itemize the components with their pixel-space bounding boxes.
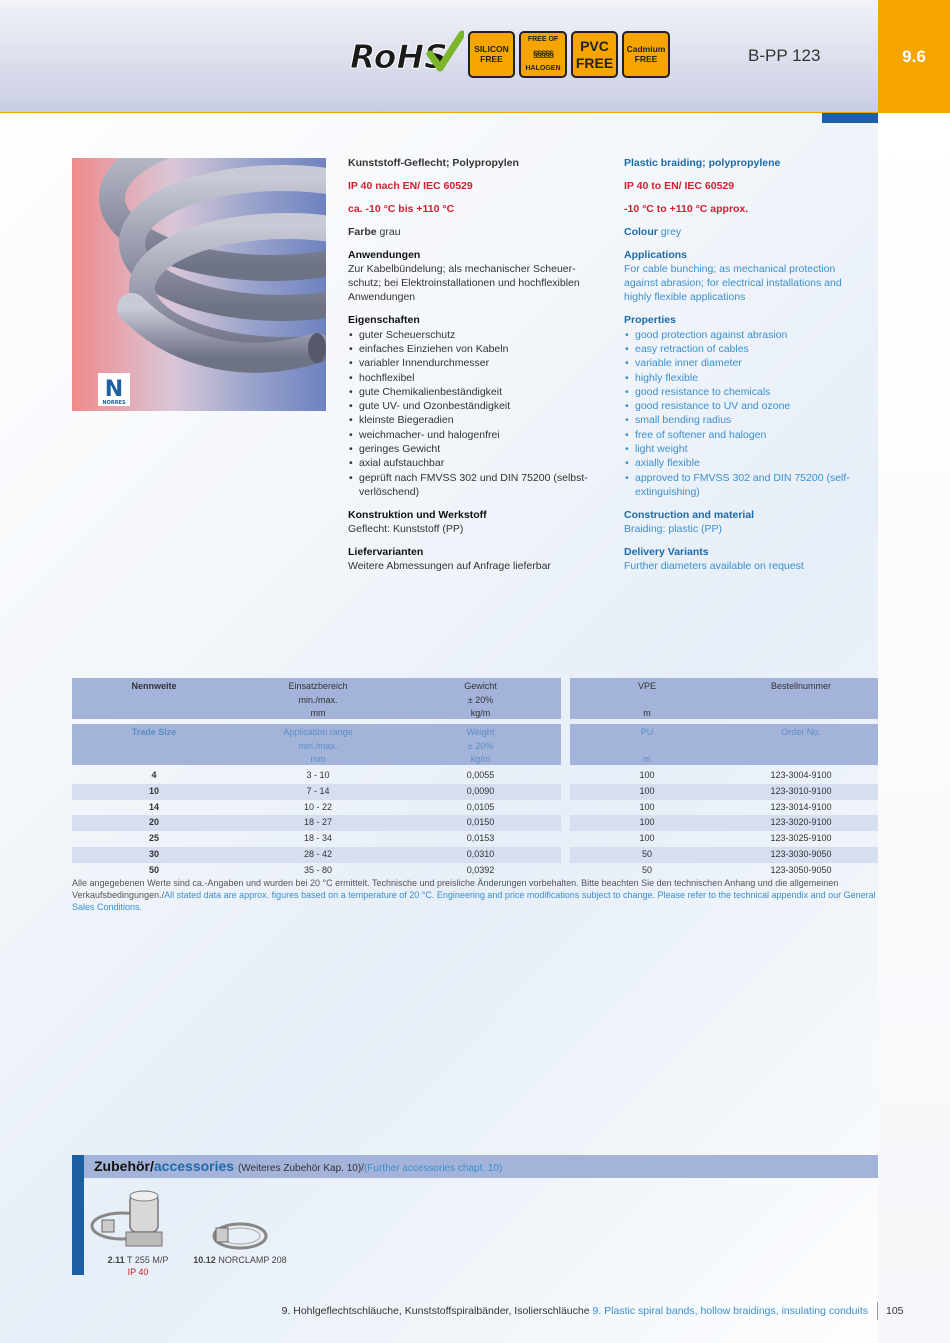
specs-table-right [570,678,878,879]
hose-clamp-icon [210,1214,270,1254]
page-footer: 9. Hohlgeflechtschläuche, Kunststoffspiralbänder, Isolierschläuche 9. Plastic spiral bands, hollow braidings, insulating conduits [281,1305,868,1317]
order-number-cell: 123-3020-9100 [770,817,832,828]
page-number: 105 [886,1305,904,1317]
pu-cell: 100 [639,785,655,796]
range-cell: 18 - 34 [303,833,333,844]
applications-en: Applications For cable bunching; as mechanical protection against abrasion; for electrical installations and highly flexible applications [624,248,842,304]
table-header-de: Nennweite Einsatzbereich min./max. mm Gewicht ± 20% kg/m [72,678,561,719]
specs-table-left [72,678,561,879]
table-row [72,847,561,863]
product-photo [72,158,326,411]
list-item: • einfaches Einziehen von Kabeln [348,342,598,356]
german-description [348,156,598,582]
order-number-cell: 123-3014-9100 [770,801,832,812]
halogen-free-badge: FREE OF §§§§§ HALOGEN [519,31,567,78]
table-row [72,863,561,879]
weight-cell: 0,0153 [466,833,495,844]
properties-de: Eigenschaften • guter Scheuerschutz • einfaches Einziehen von Kabeln • variabler Innendurchmesser • hochflexibel • gute Chemikalienbeständigkeit • gute UV- und Ozonbeständigkeit • kleinste Biegeradien • weichmacher- und halogenfrei • geringes Gewicht • axial aufstauchbar • geprüft nach FMVSS 302 und DIN 75200 (selbst- verlöschend) [348,313,598,499]
list-item: • weichmacher- und halogenfrei [348,428,598,442]
colour-en: Colour grey [624,225,682,238]
chapter-number: 9.6 [878,0,950,113]
pu-cell: 50 [641,848,652,859]
silicon-free-badge: SILICON FREE [468,31,515,78]
colour-de: Farbe grau [348,225,401,238]
title-en: Plastic braiding; polypropylene [624,157,781,169]
accessory-item-1[interactable]: 2.11 T 255 M/P IP 40 [107,1255,169,1277]
list-item: • variable inner diameter [624,356,874,370]
rohs-logo [348,30,464,78]
list-item-continued: extinguishing) [635,485,700,498]
order-number-cell: 123-3004-9100 [770,770,832,780]
table-row [570,863,878,879]
trade-size-cell: 50 [148,864,159,875]
list-item: • geringes Gewicht [348,442,598,456]
accessories-title: Zubehör/accessories (Weiteres Zubehör Kap. 10)/(Further accessories chapt. 10) [94,1158,503,1174]
list-item: • axial aufstauchbar [348,456,598,470]
temperature-en: -10 °C to +110 °C approx. [624,202,749,215]
list-item: • free of softener and halogen [624,428,874,442]
list-item: • variabler Innendurchmesser [348,356,598,370]
range-cell: 3 - 10 [306,770,330,780]
delivery-de: Liefervarianten Weitere Abmessungen auf Anfrage lieferbar [348,545,551,573]
table-row [72,768,561,784]
trade-size-cell: 20 [148,817,159,828]
list-item: • easy retraction of cables [624,342,874,356]
list-item: • good protection against abrasion [624,328,874,342]
list-item: • gute UV- und Ozonbeständigkeit [348,399,598,413]
trade-size-cell: 4 [151,770,157,780]
list-item: • geprüft nach FMVSS 302 und DIN 75200 (selbst- [348,471,598,485]
order-number-cell: 123-3050-9050 [770,864,832,875]
list-item: • highly flexible [624,371,874,385]
list-item-continued: verlöschend) [359,485,420,498]
weight-cell: 0,0090 [466,785,495,796]
svg-text:N: N [104,377,124,402]
hose-fitting-icon [88,1188,188,1254]
table-row [570,815,878,831]
weight-cell: 0,0310 [466,848,495,859]
range-cell: 10 - 22 [303,801,333,812]
delivery-en: Delivery Variants Further diameters available on request [624,545,804,573]
chapter-margin [878,113,950,1343]
properties-en: Properties • good protection against abrasion • easy retraction of cables • variable inner diameter • highly flexible • good resistance to chemicals • good resistance to UV and ozone • small bending radius • free of softener and halogen • light weight • axially flexible • approved to FMVSS 302 and DIN 75200 (self- extinguishing) [624,313,874,499]
trade-size-cell: 30 [148,848,159,859]
construction-de: Konstruktion und Werkstoff Geflecht: Kunststoff (PP) [348,508,487,536]
product-code: B-PP 123 [748,46,821,65]
list-item: • kleinste Biegeradien [348,413,598,427]
footer-divider [877,1302,878,1320]
table-row [570,768,878,784]
list-item: • axially flexible [624,456,874,470]
ip-rating-en: IP 40 to EN/ IEC 60529 [624,179,735,192]
english-description [624,156,874,582]
table-header-en: Trade Size Application range min./max. mm Weight ± 20% kg/m [72,724,561,765]
ip-rating-de: IP 40 nach EN/ IEC 60529 [348,179,473,192]
trade-size-cell: 25 [148,833,159,844]
list-item: • small bending radius [624,413,874,427]
construction-en: Construction and material Braiding: plastic (PP) [624,508,755,536]
pvc-free-badge: PVC FREE [571,31,618,78]
weight-cell: 0,0392 [466,864,495,875]
table-row [72,800,561,816]
range-cell: 7 - 14 [306,785,330,796]
header-accent-tab [822,113,878,123]
cadmium-free-badge: Cadmium FREE [622,31,670,78]
title-de: Kunststoff-Geflecht; Polypropylen [348,157,519,169]
list-item: • hochflexibel [348,371,598,385]
list-item: • approved to FMVSS 302 and DIN 75200 (self- [624,471,874,485]
order-number-cell: 123-3010-9100 [770,785,832,796]
weight-cell: 0,0055 [466,770,495,780]
pu-cell: 100 [639,770,655,780]
order-number-cell: 123-3030-9050 [770,848,832,859]
table-row [72,784,561,800]
table-row [570,847,878,863]
table-header-de: VPE m Bestellnummer [570,678,878,719]
pu-cell: 100 [639,833,655,844]
table-row [72,815,561,831]
weight-cell: 0,0105 [466,801,495,812]
accessory-item-2[interactable]: 10.12 NORCLAMP 208 [193,1255,287,1265]
weight-cell: 0,0150 [466,817,495,828]
table-row [72,831,561,847]
trade-size-cell: 14 [148,801,159,812]
svg-text:NORRES: NORRES [102,400,126,406]
list-item: • good resistance to chemicals [624,385,874,399]
list-item: • guter Scheuerschutz [348,328,598,342]
halogen-wave-icon: §§§§§ [532,49,554,60]
table-row [570,784,878,800]
applications-de: Anwendungen Zur Kabelbündelung; als mechanischer Scheuer- schutz; bei Elektroinstallationen und hochflexiblen Anwendungen [348,248,580,304]
list-item: • gute Chemikalienbeständigkeit [348,385,598,399]
pu-cell: 50 [641,864,652,875]
pu-cell: 100 [639,801,655,812]
list-item: • good resistance to UV and ozone [624,399,874,413]
accessories-accent [72,1178,84,1275]
svg-text:RoHS: RoHS [350,37,448,76]
braided-hose-image [72,158,326,411]
list-item: • light weight [624,442,874,456]
pu-cell: 100 [639,817,655,828]
footnote: Alle angegebenen Werte sind ca.-Angaben und wurden bei 20 °C ermittelt. Technische und preisliche Änderungen vorbehalten. Bitte beachten Sie den technischen Anhang und die allgemeinen Verkaufsbedingungen./All stated data are approx. figures based on a temperature of 20 °C. Engineering and price modifications subject to change. Please refer to the technical appendix and our General Sales Conditions. [72,878,876,912]
range-cell: 28 - 42 [303,848,333,859]
table-row [570,831,878,847]
table-header-en: PU m Order No. [570,724,878,765]
table-row [570,800,878,816]
temperature-de: ca. -10 °C bis +110 °C [348,202,455,215]
trade-size-cell: 10 [148,785,159,796]
range-cell: 35 - 80 [303,864,333,875]
order-number-cell: 123-3025-9100 [770,833,832,844]
range-cell: 18 - 27 [303,817,333,828]
